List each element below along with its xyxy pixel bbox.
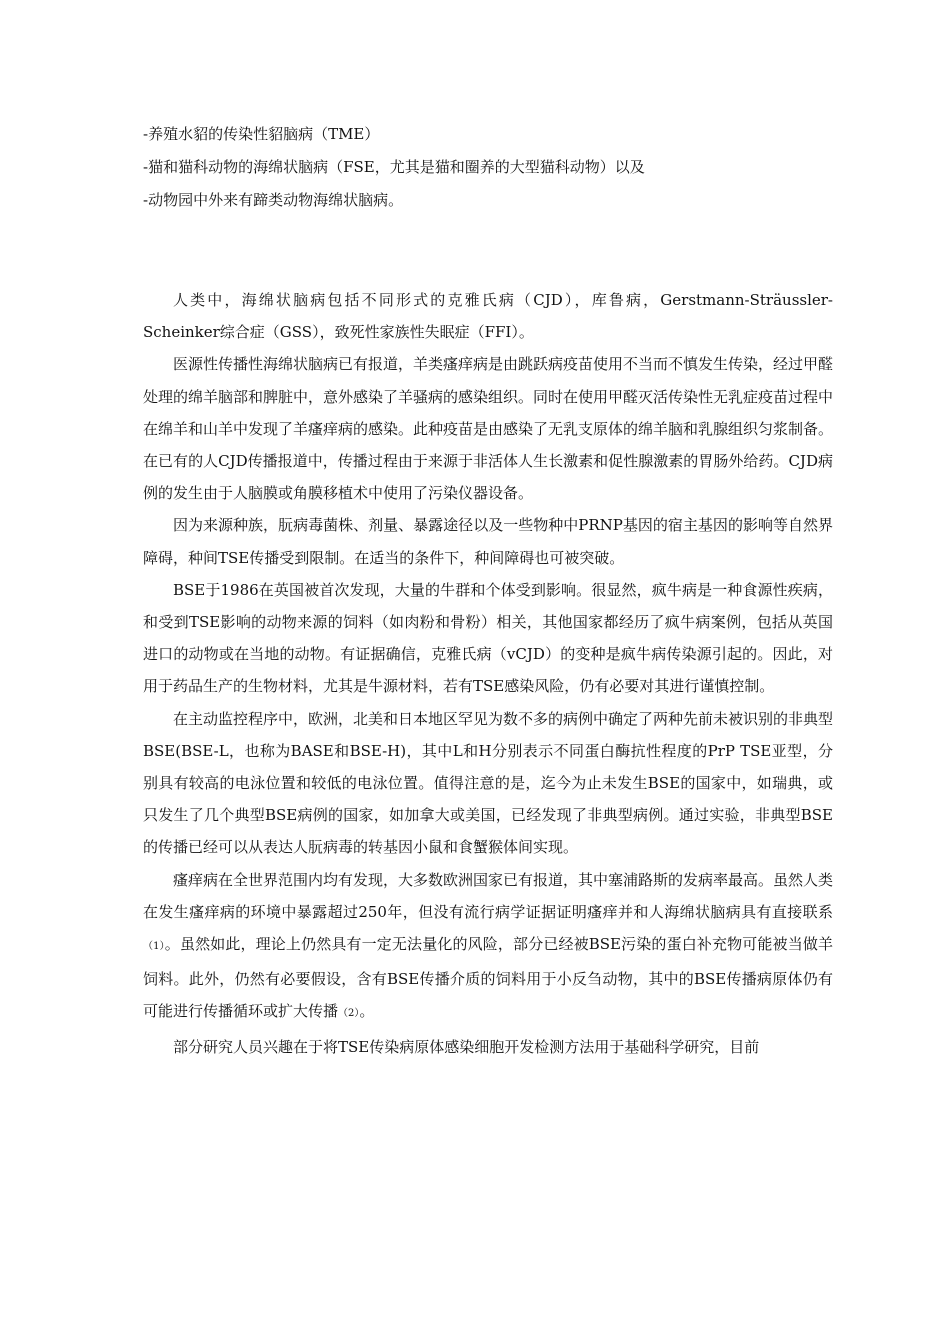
paragraph-scrapie [143, 864, 833, 1031]
scrapie-text-2: 。虽然如此，理论上仍然具有一定无法量化的风险，部分已经被BSE污染的蛋白补充物可能被当做羊饲料。此外，仍然有必要假设，含有BSE传播介质的饲料用于小反刍动物，其中的BSE传播病原体仍有可能进行传播循环或扩大传播 [143, 935, 833, 1021]
list-item-fse: -猫和猫科动物的海绵状脑病（FSE，尤其是猫和圈养的大型猫科动物）以及 [143, 158, 645, 176]
document-page [143, 118, 833, 1304]
list-item-zoo-ungulates: -动物园中外来有蹄类动物海绵状脑病。 [143, 191, 404, 209]
paragraph-research: 部分研究人员兴趣在于将TSE传染病原体感染细胞开发检测方法用于基础科学研究，目前 [173, 1037, 760, 1056]
scrapie-text-3: 。 [359, 1002, 375, 1021]
paragraph-species-barrier: 因为来源种族，朊病毒菌株、剂量、暴露途径以及一些物种中PRNP基因的宿主基因的影响等自然界障碍，种间TSE传播受到限制。在适当的条件下，种间障碍也可被突破。 [143, 516, 833, 567]
scrapie-text-1: 瘙痒病在全世界范围内均有发现，大多数欧洲国家已有报道，其中塞浦路斯的发病率最高。虽然人类在发生瘙痒病的环境中暴露超过250年，但没有流行病学证据证明瘙痒并和人海绵状脑病具有直接联系 [143, 870, 834, 921]
paragraph-iatrogenic: 医源性传播性海绵状脑病已有报道，羊类瘙痒病是由跳跃病疫苗使用不当而不慎发生传染，经过甲醛处理的绵羊脑部和脾脏中，意外感染了羊骚病的感染组织。同时在使用甲醛灭活传染性无乳症疫苗过程中在绵羊和山羊中发现了羊瘙痒病的感染。此种疫苗是由感染了无乳支原体的绵羊脑和乳腺组织匀浆制备。在已有的人CJD传播报道中，传播过程由于来源于非活体人生长激素和促性腺激素的胃肠外给药。CJD病例的发生由于人脑膜或角膜移植术中使用了污染仪器设备。 [143, 355, 834, 503]
paragraph-human-tse: 人类中，海绵状脑病包括不同形式的克雅氏病（CJD），库鲁病，Gerstmann-Sträussler-Scheinker综合症（GSS），致死性家族性失眠症（FFI）。 [143, 291, 833, 342]
paragraph-atypical-bse: 在主动监控程序中，欧洲，北美和日本地区罕见为数不多的病例中确定了两种先前未被识别的非典型BSE(BSE-L，也称为BASE和BSE-H)，其中L和H分别表示不同蛋白酶抗性程度的PrP TSE亚型，分别具有较高的电泳位置和较低的电泳位置。值得注意的是，迄今为止未发生BSE的国家中，如瑞典，或只发生了几个典型BSE病例的国家，如加拿大或美国，已经发现了非典型病例。通过实验，非典型BSE的传播已经可以从表达人朊病毒的转基因小鼠和食蟹猴体间实现。 [143, 709, 834, 857]
section-gap [143, 217, 833, 284]
list-item-tme: -养殖水貂的传染性貂脑病（TME） [143, 125, 380, 143]
citation-1: （1） [143, 941, 165, 953]
paragraph-bse-history: BSE于1986在英国被首次发现，大量的牛群和个体受到影响。很显然，疯牛病是一种食源性疾病，和受到TSE影响的动物来源的饲料（如肉粉和骨粉）相关，其他国家都经历了疯牛病案例，包括从英国进口的动物或在当地的动物。有证据确信，克雅氏病（vCJD）的变种是疯牛病传染源引起的。因此，对用于药品生产的生物材料，尤其是牛源材料，若有TSE感染风险，仍有必要对其进行谨慎控制。 [143, 580, 833, 696]
citation-2: （2） [338, 1008, 360, 1020]
